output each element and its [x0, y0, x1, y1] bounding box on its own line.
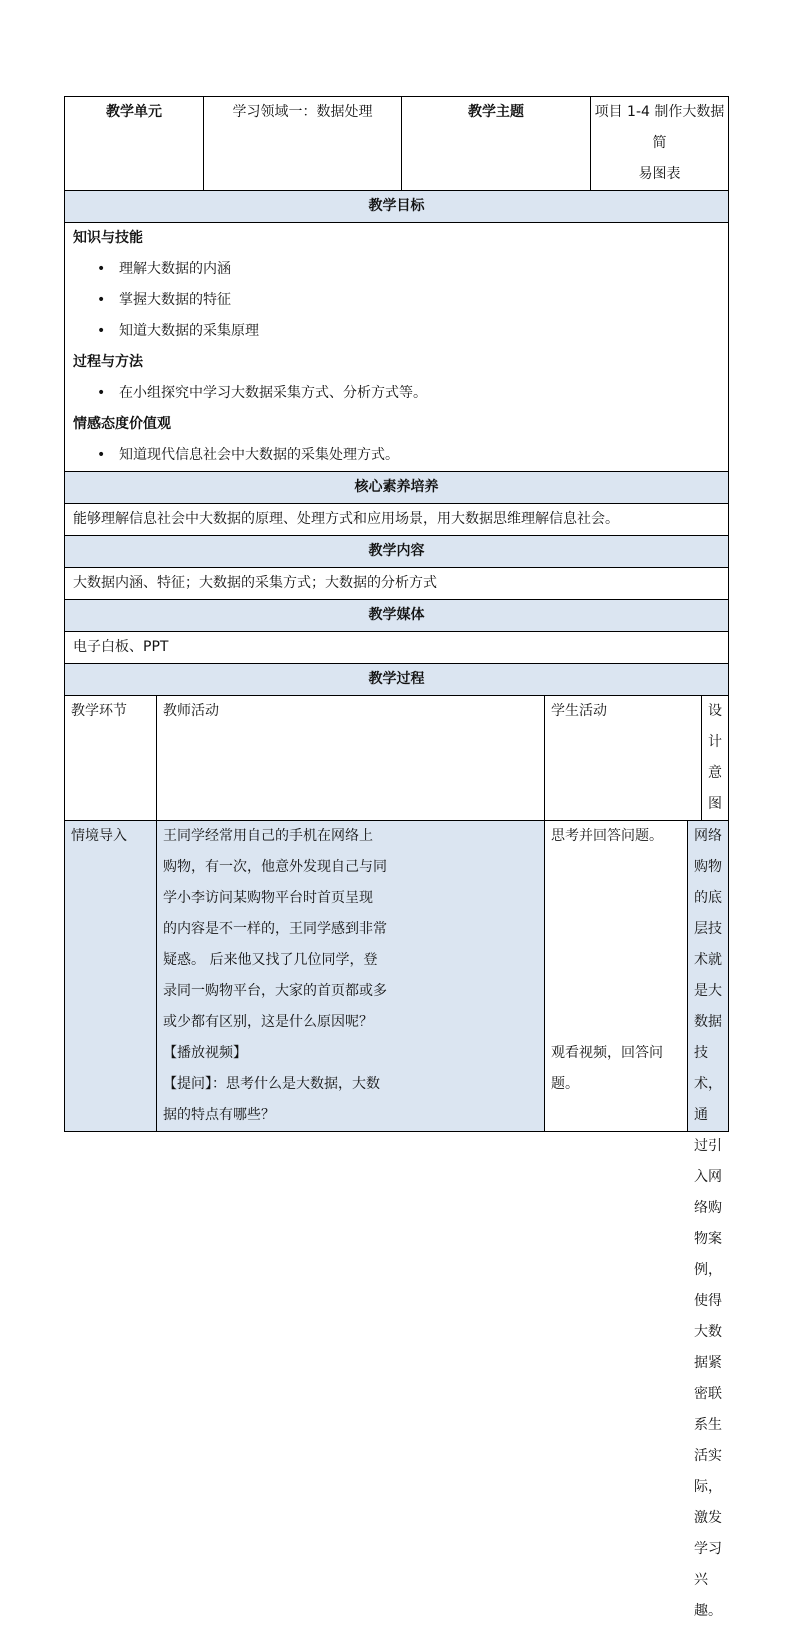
intent-line: 大数据紧密联: [694, 1324, 722, 1402]
stage-cell: 情境导入: [65, 821, 157, 1132]
teacher-line: 疑惑。 后来他又找了几位同学，登: [163, 952, 378, 968]
knowledge-item: 掌握大数据的特征: [119, 292, 231, 308]
topic-value: [591, 97, 729, 191]
header-row: [65, 97, 729, 191]
knowledge-item: 理解大数据的内涵: [119, 261, 231, 277]
topic-value-line1: 项目 1-4 制作大数据简: [594, 104, 725, 151]
process-method-title: 过程与方法: [73, 354, 143, 370]
intent-line: 数据技术，通: [694, 1014, 722, 1123]
bullet-icon: •: [97, 292, 106, 308]
process-header-row: [65, 696, 729, 821]
unit-label: 教学单元: [65, 97, 204, 191]
content-text: 大数据内涵、特征；大数据的采集方式；大数据的分析方式: [65, 568, 729, 600]
teacher-activity: [157, 821, 545, 1132]
knowledge-title: 知识与技能: [73, 230, 143, 246]
teacher-line: 或少都有区别，这是什么原因呢？: [163, 1014, 373, 1030]
list-item: [65, 316, 728, 347]
intent-line: 系生活实际，: [694, 1417, 722, 1495]
student-intent-cell: [545, 821, 729, 1619]
list-item: [65, 440, 728, 471]
objectives-body: [65, 223, 729, 472]
lesson-plan-page: [64, 96, 728, 1619]
objectives-title: 教学目标: [65, 191, 729, 223]
col-student-label: 学生活动: [545, 696, 702, 820]
col-stage: 教学环节: [65, 696, 157, 821]
media-title: 教学媒体: [65, 600, 729, 632]
knowledge-item: 知道大数据的采集原理: [119, 323, 259, 339]
process-item: 在小组探究中学习大数据采集方式、分析方式等。: [119, 385, 427, 401]
media-text: 电子白板、PPT: [65, 632, 729, 664]
teacher-line: 购物，有一次，他意外发现自己与同: [163, 859, 387, 875]
bullet-icon: •: [97, 323, 106, 339]
student-activity: [545, 821, 688, 1131]
list-item: [65, 378, 728, 409]
student-line: 观看视频，回答问题。: [551, 1045, 663, 1092]
teacher-line: 【提问】：思考什么是大数据，大数: [163, 1076, 380, 1092]
list-item: [65, 285, 728, 316]
col-teacher: 教师活动: [157, 696, 545, 821]
intent-line: 过引入网络购: [694, 1138, 722, 1216]
intent-line: 物案例，使得: [694, 1231, 722, 1309]
topic-label: 教学主题: [402, 97, 591, 191]
teacher-line: 【播放视频】: [163, 1045, 247, 1061]
col-student: [545, 696, 729, 821]
emotion-title: 情感态度价值观: [73, 416, 171, 432]
content-title: 教学内容: [65, 536, 729, 568]
design-intent: [688, 821, 728, 1619]
list-item: [65, 254, 728, 285]
teacher-line: 王同学经常用自己的手机在网络上: [163, 828, 373, 844]
student-line: 思考并回答问题。: [551, 828, 663, 844]
emotion-item: 知道现代信息社会中大数据的采集处理方式。: [119, 447, 399, 463]
literacy-text: 能够理解信息社会中大数据的原理、处理方式和应用场景，用大数据思维理解信息社会。: [65, 504, 729, 536]
col-intent-label: 设计意图: [708, 703, 722, 812]
literacy-title: 核心素养培养: [65, 472, 729, 504]
bullet-icon: •: [97, 447, 106, 463]
lesson-plan-table: [64, 96, 729, 1619]
teacher-line: 学小李访问某购物平台时首页呈现: [163, 890, 373, 906]
topic-value-line2: 易图表: [638, 166, 681, 182]
bullet-icon: •: [97, 261, 106, 277]
bullet-icon: •: [97, 385, 106, 401]
intent-line: 激发学习兴趣。: [694, 1510, 722, 1619]
intent-line: 层技术就是大: [694, 921, 722, 999]
table-row: [65, 821, 729, 1132]
intent-line: 网络购物的底: [694, 828, 722, 906]
teacher-line: 录同一购物平台，大家的首页都或多: [163, 983, 387, 999]
teacher-line: 的内容是不一样的，王同学感到非常: [163, 921, 387, 937]
process-title: 教学过程: [65, 664, 729, 696]
teacher-line: 据的特点有哪些？: [163, 1107, 275, 1123]
unit-value: 学习领域一：数据处理: [204, 97, 402, 191]
